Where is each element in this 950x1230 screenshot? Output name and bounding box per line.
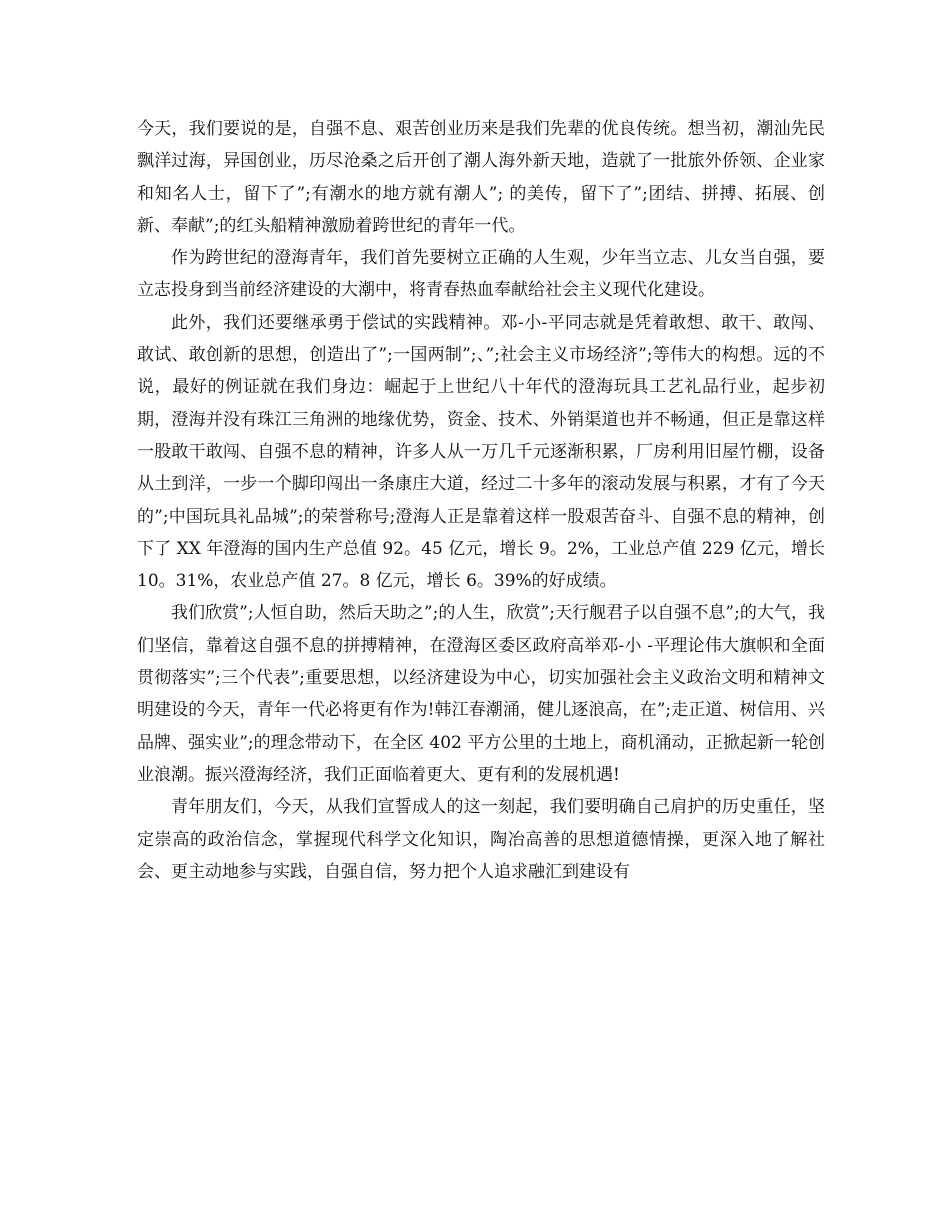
paragraph-5: 青年朋友们，今天，从我们宣誓成人的这一刻起，我们要明确自己肩护的历史重任，坚定崇高的政治信念，掌握现代科学文化知识，陶冶高善的思想道德情操，更深入地了解社会、更主动地参与实践，自强自信，努力把个人追求融汇到建设有 bbox=[137, 797, 825, 882]
paragraph-3: 此外，我们还要继承勇于偿试的实践精神。邓-小-平同志就是凭着敢想、敢干、敢闯、敢试、敢创新的思想，创造出了”;一国两制”;、”;社会主义市场经济”;等伟大的构想。远的不说，最好的例证就在我们身边：崛起于上世纪八十年代的澄海玩具工艺礼品行业，起步初期，澄海并没有珠江三角洲的地缘优势，资金、技术、外销渠道也并不畅通，但正是靠这样一股敢干敢闯、自强不息的精神，许多人从一万几千元逐渐积累，厂房利用旧屋竹棚，设备从土到洋，一步一个脚印闯出一条康庄大道，经过二十多年的滚动发展与积累，才有了今天的”;中国玩具礼品城”;的荣誉称号;澄海人正是靠着这样一股艰苦奋斗、自强不息的精神，创下了 XX 年澄海的国内生产总值 92。45 亿元，增长 9。2%，工业总产值 229 亿元，增长 10。31%，农业总产值 27。8 亿元，增长 6。39%的好成绩。 bbox=[137, 312, 825, 592]
paragraph-2: 作为跨世纪的澄海青年，我们首先要树立正确的人生观，少年当立志、儿女当自强，要立志投身到当前经济建设的大潮中，将青春热血奉献给社会主义现代化建设。 bbox=[137, 248, 825, 301]
paragraph-1: 今天，我们要说的是，自强不息、艰苦创业历来是我们先辈的优良传统。想当初，潮汕先民飘洋过海，异国创业，历尽沧桑之后开创了潮人海外新天地，造就了一批旅外侨领、企业家和知名人士，留下了”;有潮水的地方就有潮人”; 的美传，留下了”;团结、拼搏、拓展、创新、奉献”;的红头船精神激励着跨世纪的青年一代。 bbox=[137, 119, 825, 236]
document-body bbox=[137, 113, 825, 888]
paragraph-4: 我们欣赏”;人恒自助，然后天助之”;的人生，欣赏”;天行舰君子以自强不息”;的大气，我们坚信，靠着这自强不息的拼搏精神，在澄海区委区政府高举邓-小 -平理论伟大旗帜和全面贯彻落实”;三个代表”;重要思想，以经济建设为中心，切实加强社会主义政治文明和精神文明建设的今天，青年一代必将更有作为!韩江春潮涌，健儿逐浪高，在”;走正道、树信用、兴品牌、强实业”;的理念带动下，在全区 402 平方公里的土地上，商机涌动，正掀起新一轮创业浪潮。振兴澄海经济，我们正面临着更大、更有利的发展机遇! bbox=[137, 603, 825, 785]
